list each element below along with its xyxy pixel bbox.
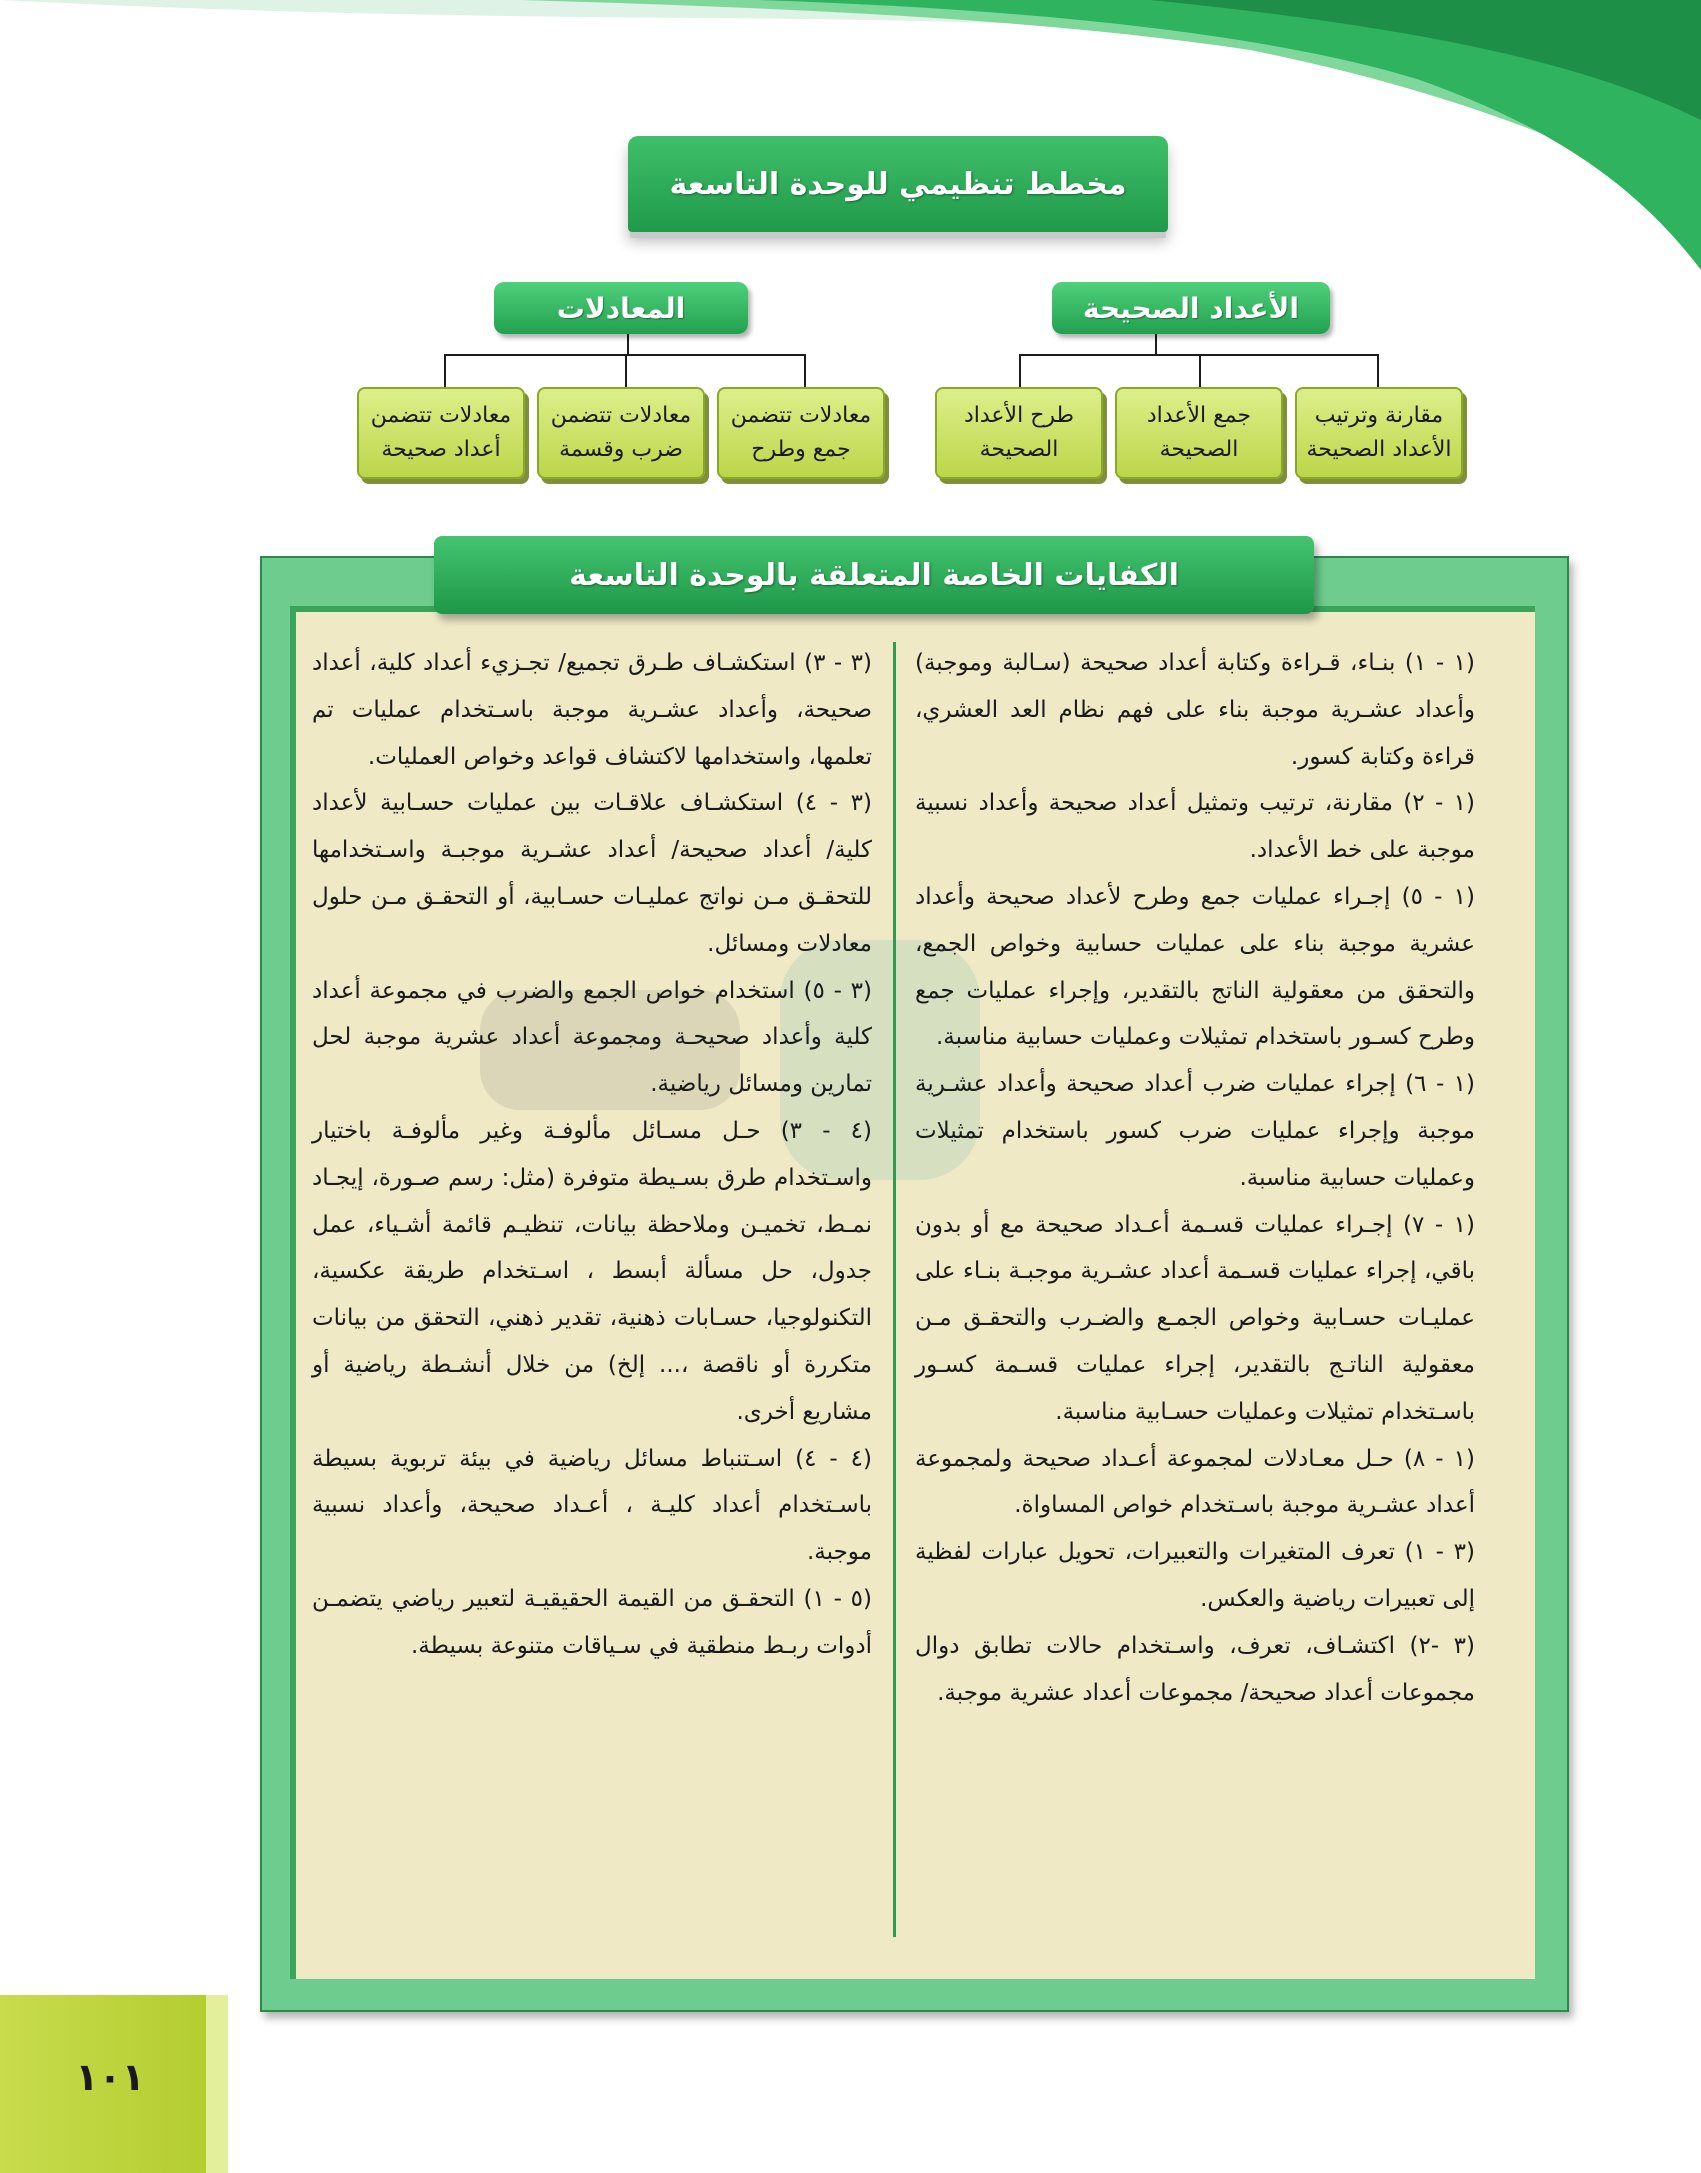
page-number: ١٠١ — [75, 2055, 145, 2099]
integers-compare-order: مقارنة وترتيب الأعداد الصحيحة — [1295, 387, 1463, 479]
integers-addition: جمع الأعداد الصحيحة — [1115, 387, 1283, 479]
competency-item: (١ - ٨) حـل معـادلات لمجموعة أعـداد صحيحة ولمجموعة أعداد عشـرية موجبة باسـتخدام خواص المساواة. — [915, 1445, 1475, 1519]
column-divider — [893, 642, 896, 1937]
integers-subtraction: طرح الأعداد الصحيحة — [935, 387, 1103, 479]
competency-item: (١ - ٢) مقارنة، ترتيب وتمثيل أعداد صحيحة وأعداد نسبية موجبة على خط الأعداد. — [915, 790, 1476, 864]
competency-item: (٥ - ١) التحقـق من القيمة الحقيقيـة لتعبير رياضي يتضمـن أدوات ربـط منطقية في سـياقات متنوعة بسيطة. — [312, 1585, 872, 1659]
page-title: مخطط تنظيمي للوحدة التاسعة — [628, 136, 1168, 232]
connector — [1155, 334, 1157, 356]
competencies-title: الكفايات الخاصة المتعلقة بالوحدة التاسعة — [434, 536, 1314, 614]
competency-item: (٣ - ٤) استكشـاف علاقـات بين عمليات حسـابية لأعداد كلية/ أعداد صحيحة/ أعداد عشـرية موجبـة واسـتخدامها للتحقـق مـن نواتج عمليـات حسـابية، أو التحقـق مـن حلول معادلات ومسائل. — [312, 790, 872, 957]
equations-category: المعادلات — [494, 282, 748, 334]
competency-item: (٣ -٢) اكتشـاف، تعرف، واسـتخدام حالات تطابق دوال مجموعات أعداد صحيحة/ مجموعات أعداد عشرية موجبة. — [915, 1632, 1475, 1706]
competency-item: (٣ - ٣) استكشـاف طـرق تجميع/ تجـزيء أعداد كلية، أعداد صحيحة، وأعداد عشـرية موجبة باسـتخدام عمليات تم تعلمها، واستخدامها لاكتشاف قواعد وخواص العمليات. — [312, 650, 873, 770]
connector — [625, 354, 627, 390]
competency-item: (٤ - ٤) اسـتنباط مسائل رياضية في بيئة تربوية بسيطة باسـتخدام أعداد كليـة ، أعـداد صحيحة، وأعداد نسبية موجبة. — [312, 1445, 873, 1566]
connector — [804, 354, 806, 390]
connector — [627, 334, 629, 356]
equations-add-subtract: معادلات تتضمن جمع وطرح — [717, 387, 885, 479]
connector — [1019, 354, 1021, 390]
competencies-right-column — [915, 640, 1475, 1716]
competency-item: (٣ - ٥) استخدام خواص الجمع والضرب في مجموعة أعداد كلية وأعداد صحيحـة ومجموعة أعداد عشرية موجبة لحل تمارين ومسائل رياضية. — [312, 977, 873, 1098]
competency-item: (٣ - ١) تعرف المتغيرات والتعبيرات، تحويل عبارات لفظية إلى تعبيرات رياضية والعكس. — [915, 1539, 1476, 1612]
competency-item: (١ - ٦) إجراء عمليات ضرب أعداد صحيحة وأعداد عشـرية موجبة وإجراء عمليات ضرب كسور باستخدام تمثيلات وعمليات حسابية مناسبة. — [915, 1071, 1476, 1191]
competency-item: (١ - ١) بنـاء، قـراءة وكتابة أعداد صحيحة (سـالبة وموجبة) وأعداد عشـرية موجبة بناء على فهم نظام العد العشري، قراءة وكتابة كسور. — [915, 650, 1476, 770]
connector — [444, 354, 446, 390]
competency-item: (١ - ٧) إجـراء عمليات قسـمة أعـداد صحيحة مع أو بدون باقي، إجراء عمليات قسـمة أعداد عشـرية موجبـة بنـاء على عمليـات حسـابية وخواص الجمـع والضـرب والتحقـق مـن معقولية الناتـج بالتقدير، إجراء عمليات قسـمة كسـور باسـتخدام تمثيلات وعمليات حسـابية مناسبة. — [915, 1211, 1476, 1425]
connector — [1199, 354, 1201, 390]
competency-item: (٤ - ٣) حـل مسـائل مألوفـة وغير مألوفـة باختيار واسـتخدام طرق بسـيطة متوفرة (مثل: رسم صـورة، إيجـاد نمـط، تخميـن وملاحظة بيانات، تنظيـم قائمة أشـياء، عمل جدول، حل مسألة أبسط ، اسـتخدام طريقة عكسية، التكنولوجيا، حسـابات ذهنية، تقدير ذهني، التحقق من بيانات متكررة أو ناقصة ،... إلخ) من خلال أنشـطة رياضية أو مشاريع أخرى. — [312, 1117, 872, 1425]
equations-integers: معادلات تتضمن أعداد صحيحة — [357, 387, 525, 479]
integers-category: الأعداد الصحيحة — [1052, 282, 1330, 334]
competency-item: (١ - ٥) إجـراء عمليات جمع وطرح لأعداد صحيحة وأعداد عشرية موجبة بناء على عمليات حسابية وخواص الجمع، والتحقق من معقولية الناتج بالتقدير، وإجراء عمليات جمع وطرح كسـور باستخدام تمثيلات وعمليات حسابية مناسبة. — [915, 883, 1475, 1051]
equations-multiply-divide: معادلات تتضمن ضرب وقسمة — [537, 387, 705, 479]
competencies-left-column — [312, 640, 872, 1670]
connector — [1377, 354, 1379, 390]
page-number-tab-edge — [206, 1995, 228, 2173]
